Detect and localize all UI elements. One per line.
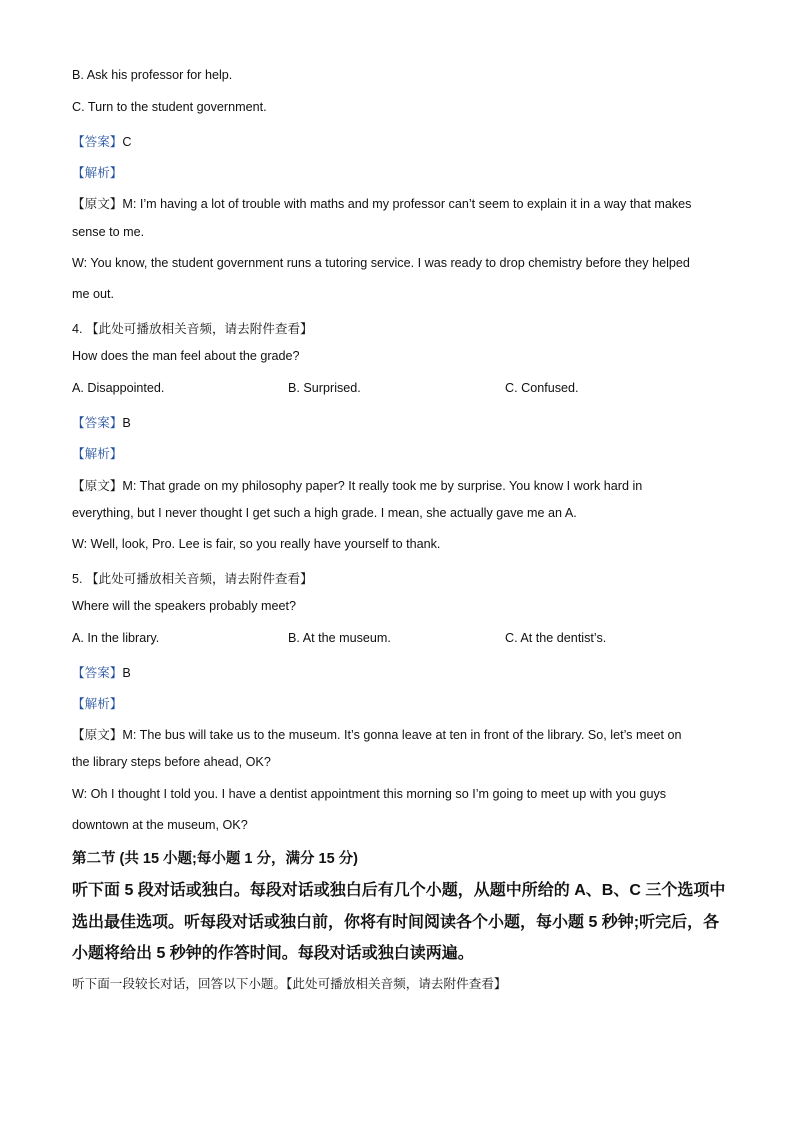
- q4-option-b: B. Surprised.: [288, 381, 361, 395]
- answer-tag: 【答案】: [72, 135, 123, 149]
- transcript-text: M: The bus will take us to the museum. It’s gonna leave at ten in front of the library. So, let’s meet on: [122, 728, 682, 742]
- answer-value: C: [122, 135, 132, 149]
- original-tag: 【原文】: [72, 479, 123, 493]
- section-instructions-line-2: 选出最佳选项。听每段对话或独白前，你将有时间阅读各个小题，每小题 5 秒钟;听完后，各: [72, 914, 720, 931]
- q5-answer: [72, 662, 131, 681]
- q4-analysis-tag: 【解析】: [72, 447, 123, 461]
- q4-question: How does the man feel about the grade?: [72, 349, 300, 363]
- q3-option-b: B. Ask his professor for help.: [72, 68, 233, 82]
- q5-option-b: B. At the museum.: [288, 631, 391, 645]
- original-tag: 【原文】: [72, 728, 123, 742]
- section-instructions-line-1: 听下面 5 段对话或独白。每段对话或独白后有几个小题，从题中所给的 A、B、C 三个选项中: [72, 882, 726, 899]
- q5-transcript-line-4: downtown at the museum, OK?: [72, 818, 248, 832]
- q5-question: Where will the speakers probably meet?: [72, 599, 296, 613]
- answer-value: B: [122, 416, 131, 430]
- q3-transcript-line-1: [72, 193, 691, 212]
- q3-transcript-line-3: W: You know, the student government runs a tutoring service. I was ready to drop chemistry before they helped: [72, 256, 690, 270]
- q5-transcript-line-2: the library steps before ahead, OK?: [72, 755, 271, 769]
- section-instructions-line-3: 小题将给出 5 秒钟的作答时间。每段对话或独白读两遍。: [72, 945, 474, 962]
- q4-transcript-line-2: everything, but I never thought I get such a high grade. I mean, she actually gave me an A.: [72, 506, 577, 520]
- q5-option-a: A. In the library.: [72, 631, 160, 645]
- q3-analysis-tag: 【解析】: [72, 166, 123, 180]
- q3-transcript-line-4: me out.: [72, 287, 114, 301]
- q4-transcript-line-1: [72, 475, 642, 494]
- q5-transcript-line-1: [72, 724, 681, 743]
- answer-tag: 【答案】: [72, 416, 123, 430]
- q5-option-c: C. At the dentist’s.: [505, 631, 607, 645]
- answer-value: B: [122, 666, 131, 680]
- q4-transcript-line-3: W: Well, look, Pro. Lee is fair, so you really have yourself to thank.: [72, 537, 441, 551]
- q5-header: 5. 【此处可播放相关音频，请去附件查看】: [72, 572, 313, 586]
- q4-option-a: A. Disappointed.: [72, 381, 165, 395]
- q5-analysis-tag: 【解析】: [72, 697, 123, 711]
- q3-transcript-line-2: sense to me.: [72, 225, 145, 239]
- q5-transcript-line-3: W: Oh I thought I told you. I have a dentist appointment this morning so I’m going to meet up with you guys: [72, 787, 667, 801]
- section-note: 听下面一段较长对话，回答以下小题。【此处可播放相关音频，请去附件查看】: [72, 977, 507, 991]
- q3-option-c: C. Turn to the student government.: [72, 100, 267, 114]
- answer-tag: 【答案】: [72, 666, 123, 680]
- transcript-text: M: I’m having a lot of trouble with maths and my professor can’t seem to explain it in a way that makes: [122, 197, 692, 211]
- q4-header: 4. 【此处可播放相关音频，请去附件查看】: [72, 322, 313, 336]
- q4-option-c: C. Confused.: [505, 381, 579, 395]
- section-title: 第二节 (共 15 小题;每小题 1 分，满分 15 分): [72, 851, 359, 867]
- transcript-text: M: That grade on my philosophy paper? It really took me by surprise. You know I work hard in: [122, 479, 643, 493]
- original-tag: 【原文】: [72, 197, 123, 211]
- q4-answer: [72, 412, 131, 431]
- q3-answer: [72, 131, 131, 150]
